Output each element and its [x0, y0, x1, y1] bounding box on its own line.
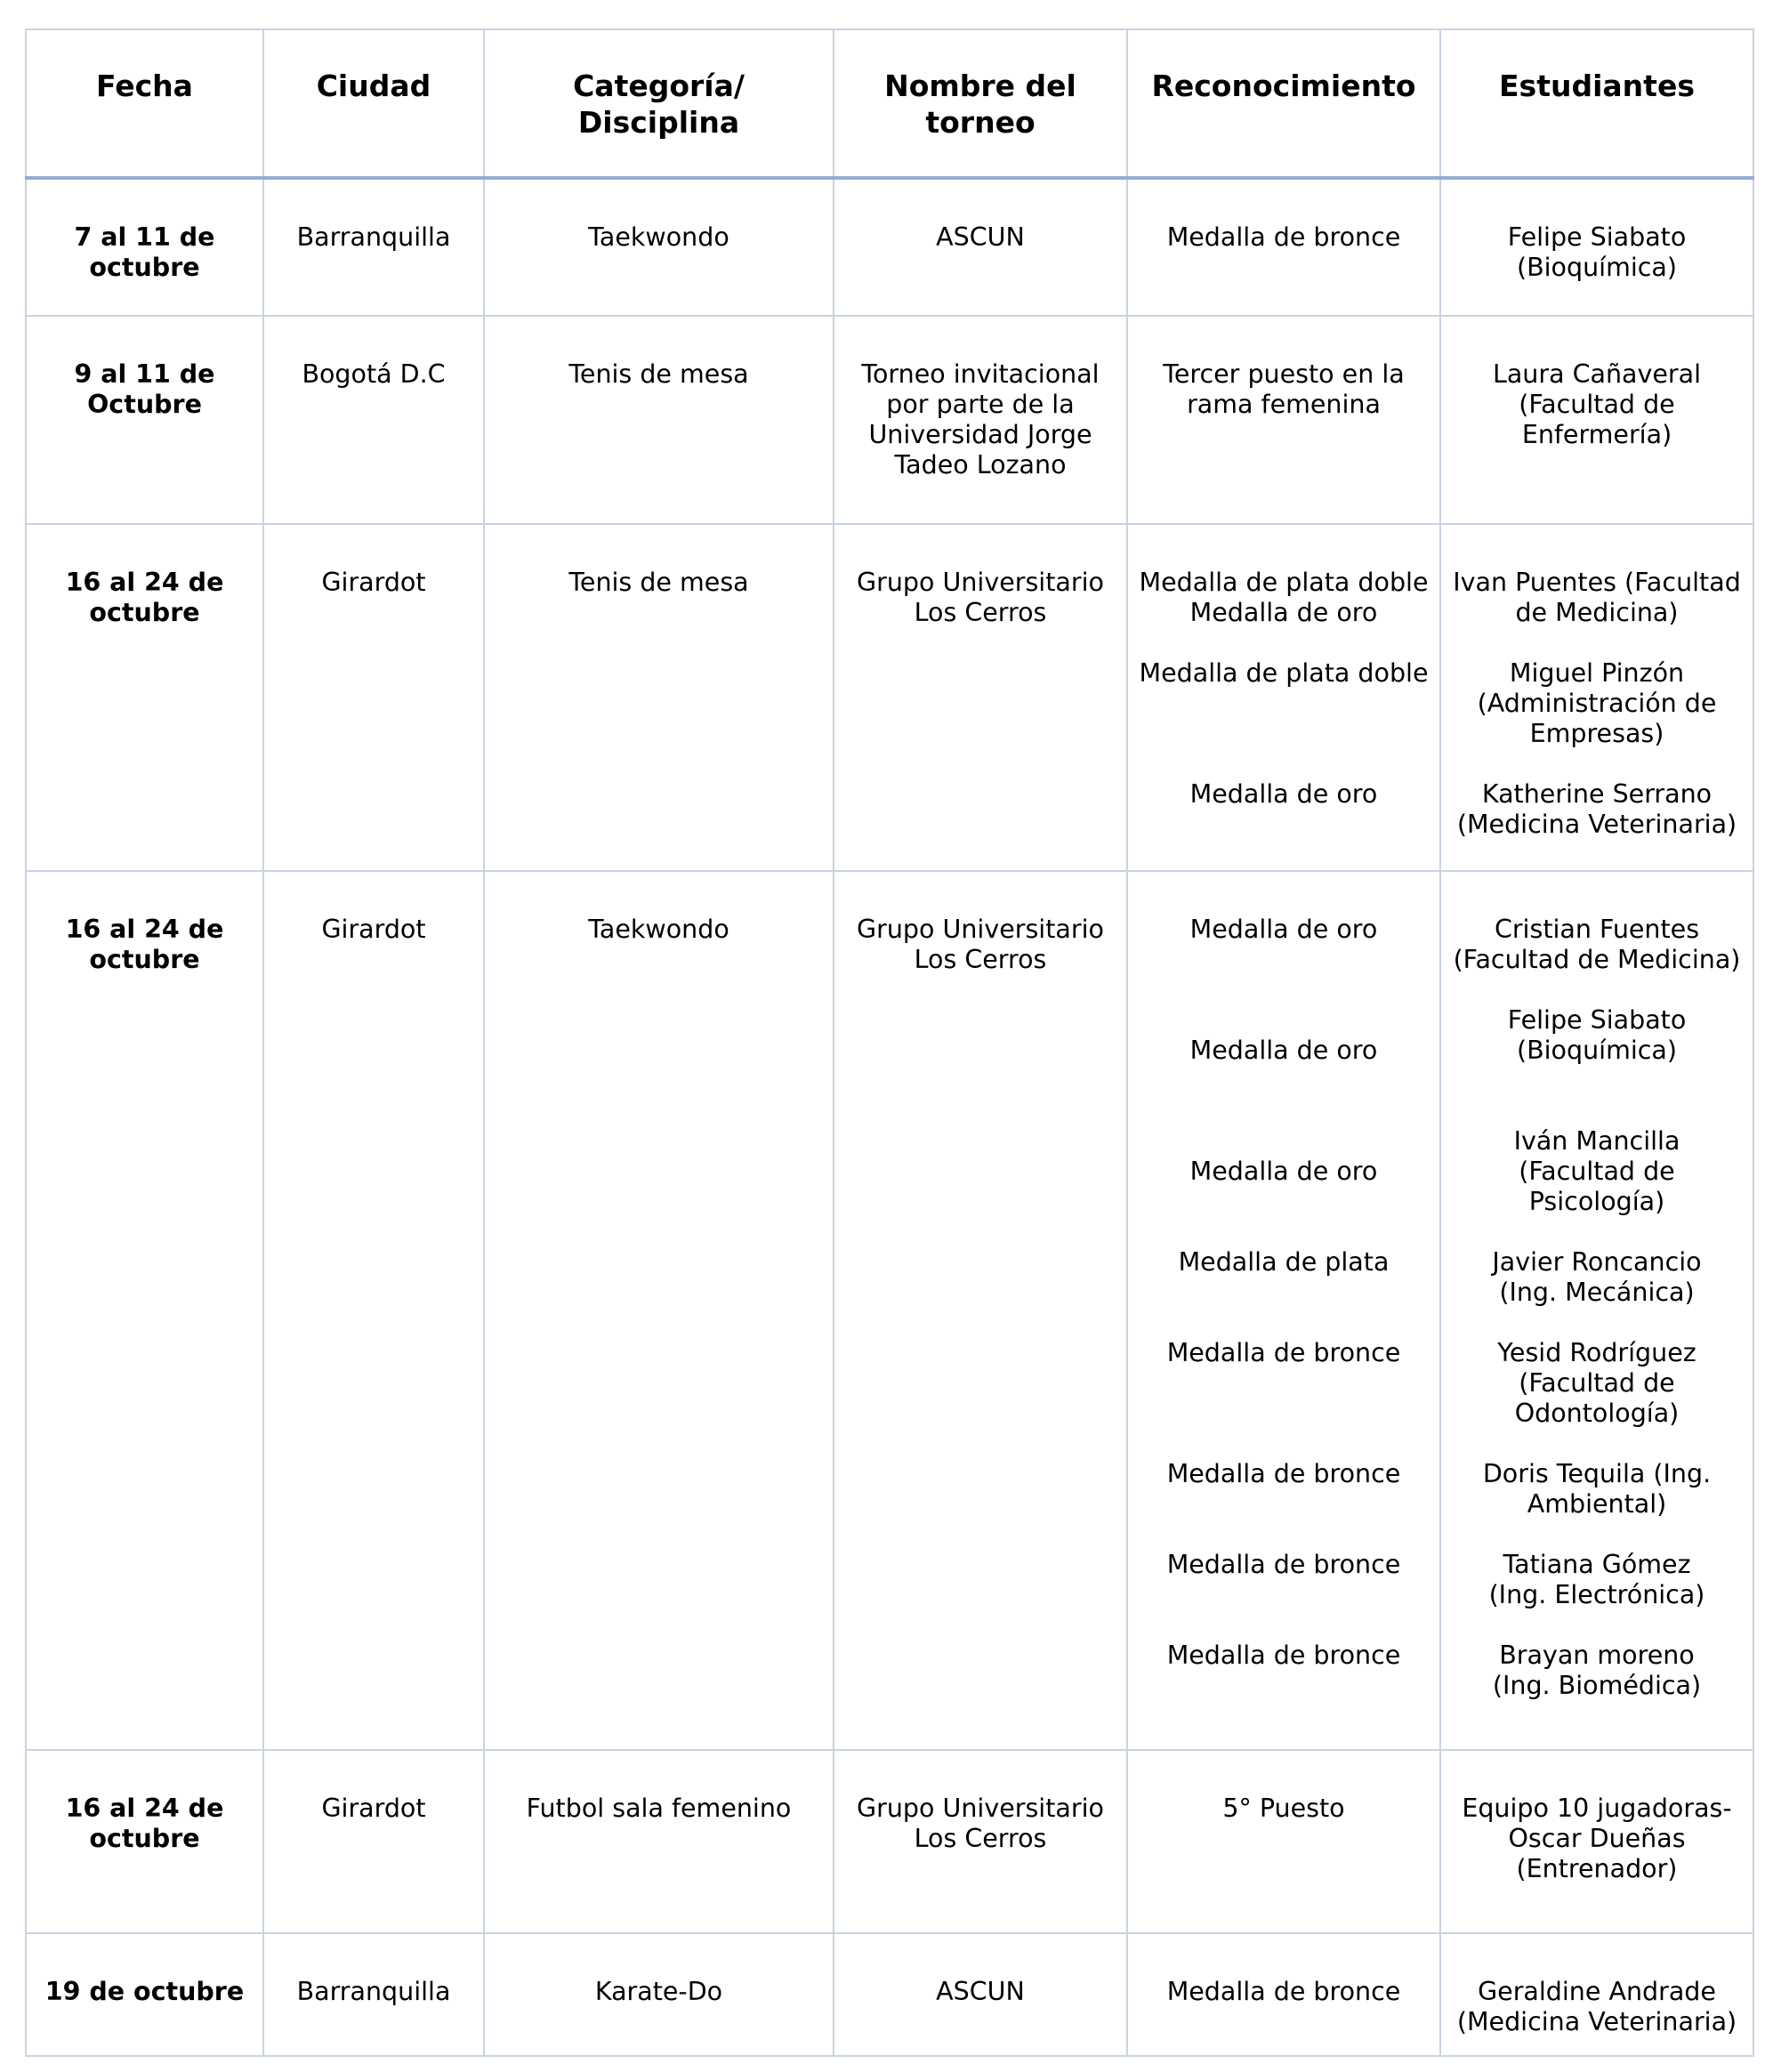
cell-fecha: 19 de octubre — [26, 1933, 263, 2056]
cell-categoria: Taekwondo — [484, 871, 834, 1750]
estudiante-item: Brayan moreno (Ing. Biomédica) — [1492, 1641, 1702, 1700]
estudiante-item: Katherine Serrano (Medicina Veterinaria) — [1456, 779, 1737, 839]
cell-ciudad: Girardot — [263, 1750, 484, 1933]
header-fecha: Fecha — [26, 29, 263, 178]
cell-ciudad: Bogotá D.C — [263, 316, 484, 524]
cell-categoria: Tenis de mesa — [484, 524, 834, 871]
header-torneo: Nombre del torneo — [834, 29, 1127, 178]
cell-reconocimiento: Medalla de bronce — [1127, 178, 1440, 316]
estudiante-item: Tatiana Gómez (Ing. Electrónica) — [1488, 1550, 1705, 1609]
cell-estudiantes: Geraldine Andrade (Medicina Veterinaria) — [1440, 1933, 1753, 2056]
table-row — [26, 524, 1753, 871]
header-ciudad: Ciudad — [263, 29, 484, 178]
cell-torneo: ASCUN — [834, 1933, 1127, 2056]
cell-categoria: Karate-Do — [484, 1933, 834, 2056]
cell-reconocimiento — [1127, 871, 1440, 1750]
cell-reconocimiento: Tercer puesto en la rama femenina — [1127, 316, 1440, 524]
estudiante-item: Cristian Fuentes (Facultad de Medicina) — [1453, 915, 1741, 974]
cell-fecha: 16 al 24 de octubre — [26, 1750, 263, 1933]
cell-estudiantes: Laura Cañaveral (Facultad de Enfermería) — [1440, 316, 1753, 524]
reconocimiento-item: Medalla de bronce — [1166, 1338, 1401, 1367]
reconocimiento-item: Medalla de oro — [1189, 1157, 1378, 1186]
reconocimiento-item: Medalla de oro — [1189, 779, 1378, 809]
cell-ciudad: Girardot — [263, 524, 484, 871]
cell-torneo: Grupo Universitario Los Cerros — [834, 871, 1127, 1750]
cell-categoria: Futbol sala femenino — [484, 1750, 834, 1933]
reconocimiento-item: Medalla de plata doble — [1139, 658, 1429, 688]
cell-reconocimiento: Medalla de bronce — [1127, 1933, 1440, 2056]
cell-torneo: Grupo Universitario Los Cerros — [834, 524, 1127, 871]
cell-torneo: Torneo invitacional por parte de la Universidad Jorge Tadeo Lozano — [834, 316, 1127, 524]
reconocimiento-item: Medalla de oro — [1189, 915, 1378, 944]
reconocimiento-item: Medalla de plata — [1178, 1247, 1390, 1277]
cell-estudiantes — [1440, 524, 1753, 871]
cell-fecha: 16 al 24 de octubre — [26, 524, 263, 871]
cell-fecha: 16 al 24 de octubre — [26, 871, 263, 1750]
cell-ciudad: Girardot — [263, 871, 484, 1750]
estudiante-item: Ivan Puentes (Facultad de Medicina) — [1453, 568, 1741, 627]
estudiante-item: Felipe Siabato (Bioquímica) — [1507, 1005, 1687, 1065]
cell-ciudad: Barranquilla — [263, 1933, 484, 2056]
cell-reconocimiento: 5° Puesto — [1127, 1750, 1440, 1933]
reconocimiento-item: Medalla de oro — [1189, 1036, 1378, 1065]
cell-fecha: 9 al 11 de Octubre — [26, 316, 263, 524]
cell-estudiantes — [1440, 871, 1753, 1750]
table-row — [26, 316, 1753, 524]
estudiante-item: Iván Mancilla (Facultad de Psicología) — [1513, 1126, 1680, 1216]
estudiante-item: Javier Roncancio (Ing. Mecánica) — [1492, 1247, 1702, 1307]
estudiante-item: Yesid Rodríguez (Facultad de Odontología) — [1497, 1338, 1696, 1428]
cell-fecha: 7 al 11 de octubre — [26, 178, 263, 316]
header-estudiantes: Estudiantes — [1440, 29, 1753, 178]
cell-estudiantes: Equipo 10 jugadoras- Oscar Dueñas (Entrenador) — [1440, 1750, 1753, 1933]
table-row — [26, 1750, 1753, 1933]
reconocimiento-item: Medalla de bronce — [1166, 1641, 1401, 1670]
reconocimiento-item: Medalla de bronce — [1166, 1550, 1401, 1579]
reconocimiento-item: Medalla de plata doble — [1139, 568, 1429, 597]
table-row — [26, 1933, 1753, 2056]
table-row — [26, 871, 1753, 1750]
reconocimiento-item: Medalla de oro — [1189, 598, 1378, 627]
header-categoria: Categoría/ Disciplina — [484, 29, 834, 178]
cell-torneo: Grupo Universitario Los Cerros — [834, 1750, 1127, 1933]
estudiante-item: Miguel Pinzón (Administración de Empresas) — [1477, 658, 1717, 748]
cell-estudiantes: Felipe Siabato (Bioquímica) — [1440, 178, 1753, 316]
cell-torneo: ASCUN — [834, 178, 1127, 316]
cell-categoria: Taekwondo — [484, 178, 834, 316]
header-row — [26, 29, 1753, 178]
cell-reconocimiento — [1127, 524, 1440, 871]
header-reconocimiento: Reconocimiento — [1127, 29, 1440, 178]
table-row — [26, 178, 1753, 316]
cell-ciudad: Barranquilla — [263, 178, 484, 316]
achievements-table — [25, 28, 1754, 2057]
reconocimiento-item: Medalla de bronce — [1166, 1459, 1401, 1488]
cell-categoria: Tenis de mesa — [484, 316, 834, 524]
estudiante-item: Doris Tequila (Ing. Ambiental) — [1482, 1459, 1712, 1519]
